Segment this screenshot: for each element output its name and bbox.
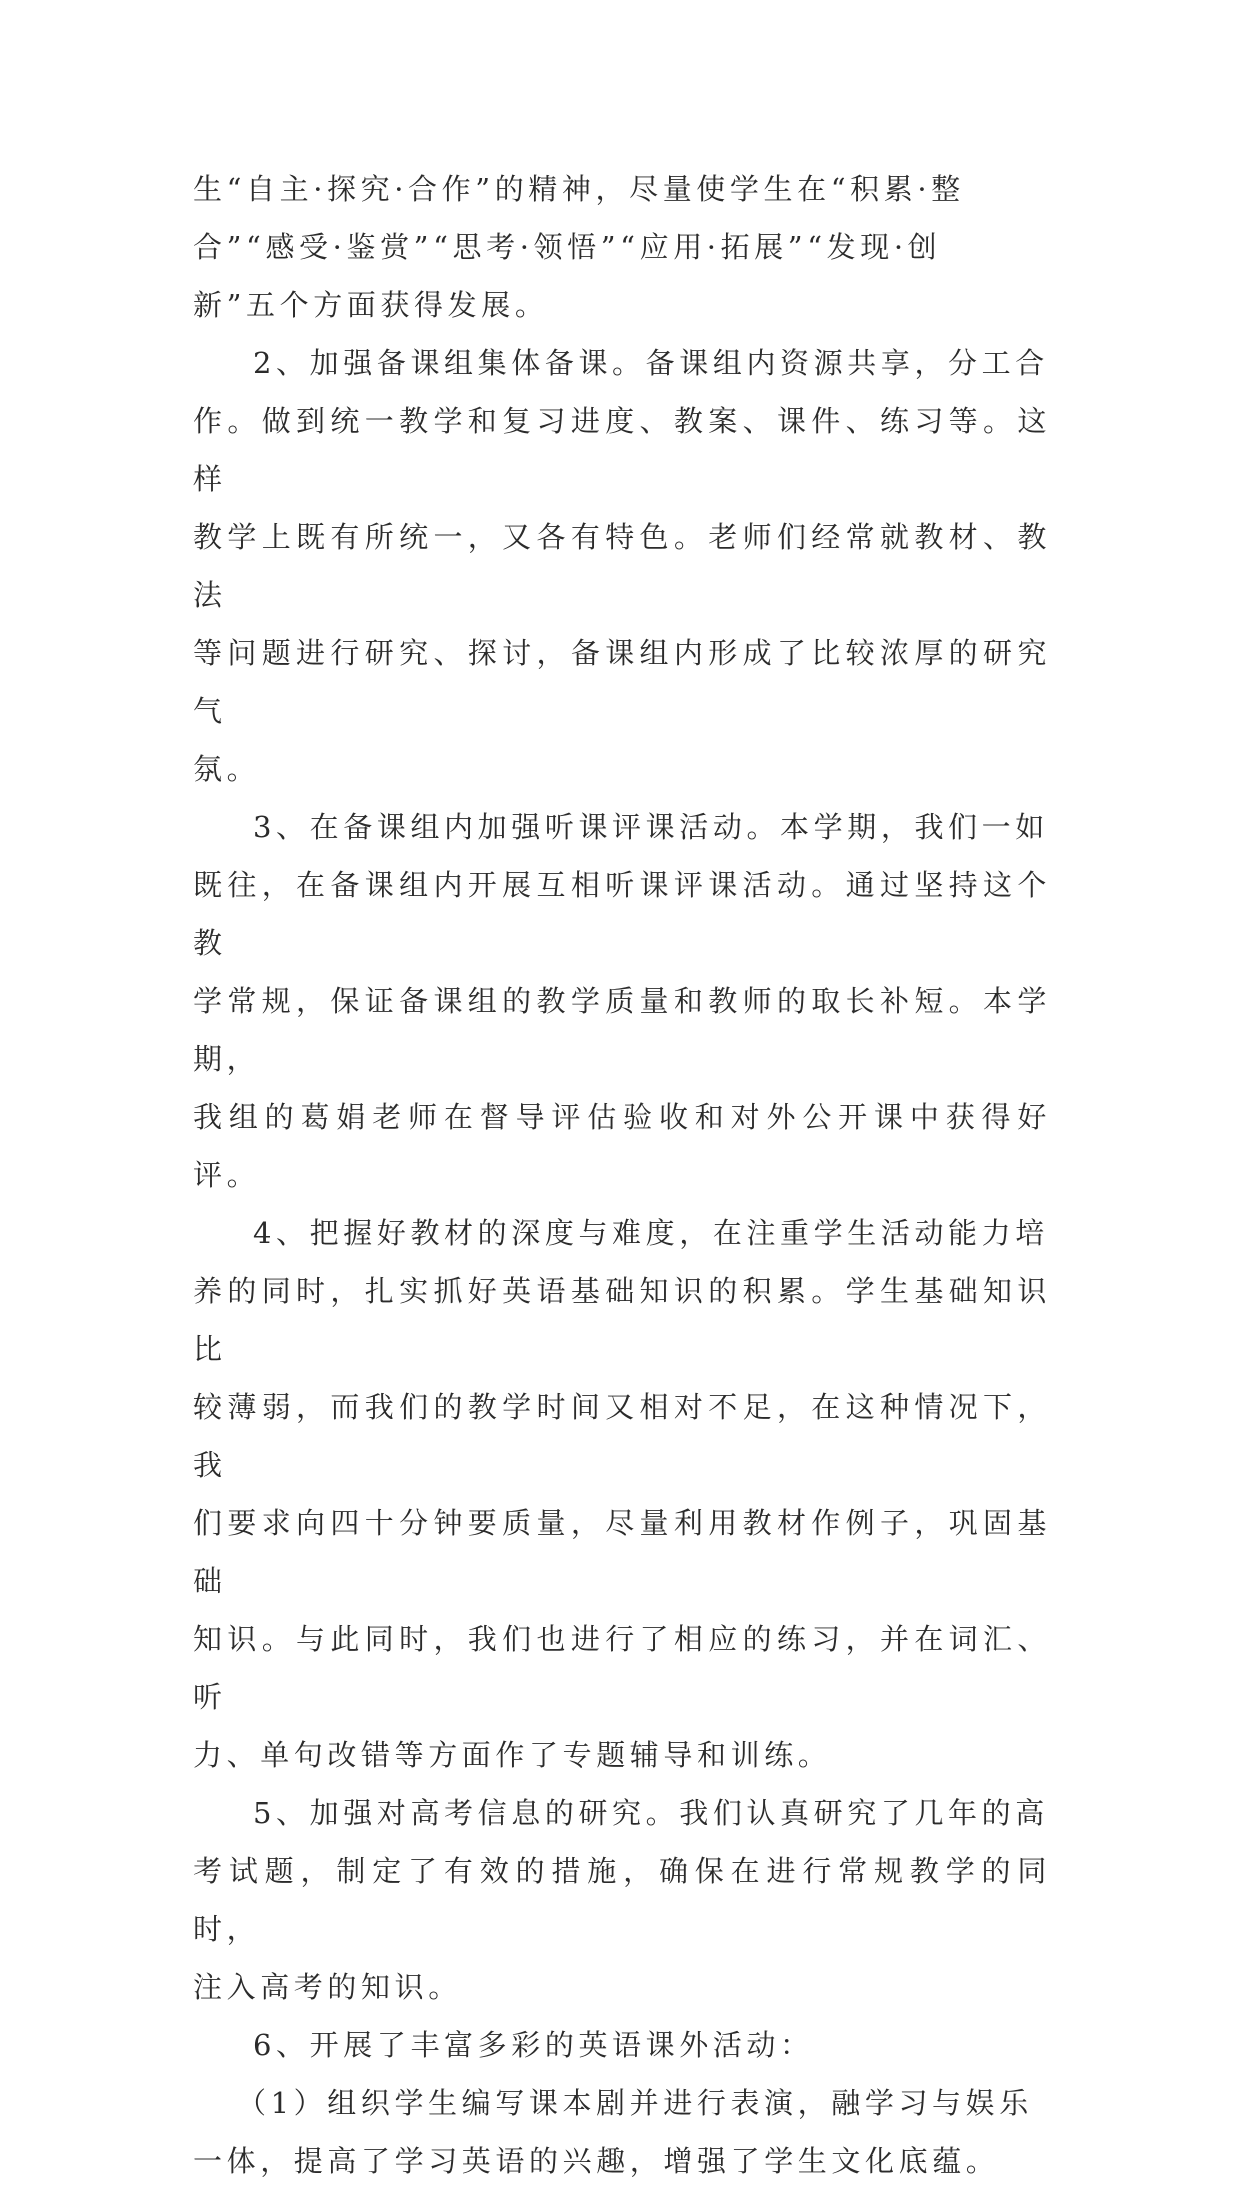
text-line: 们要求向四十分钟要质量，尽量利用教材作例子，巩固基础 xyxy=(193,1506,1051,1598)
paragraph-continuation xyxy=(193,160,1051,334)
text-line: 新”五个方面获得发展。 xyxy=(193,288,549,322)
paragraph-subitem-1 xyxy=(193,2074,1051,2190)
text-line: 既往，在备课组内开展互相听课评课活动。通过坚持这个教 xyxy=(193,868,1051,960)
text-line: 知识。与此同时，我们也进行了相应的练习，并在词汇、听 xyxy=(193,1622,1051,1714)
text-line: 注入高考的知识。 xyxy=(193,1970,462,2004)
text-line: 5、加强对高考信息的研究。我们认真研究了几年的高 xyxy=(253,1796,1049,1830)
text-line: 考试题，制定了有效的措施，确保在进行常规教学的同时， xyxy=(193,1854,1051,1946)
text-line: 等问题进行研究、探讨，备课组内形成了比较浓厚的研究气 xyxy=(193,636,1051,728)
document-body xyxy=(193,160,1051,2190)
text-line: 氛。 xyxy=(193,752,261,786)
text-line: 生“自主·探究·合作”的精神，尽量使学生在“积累·整 xyxy=(193,172,965,206)
text-line: 4、把握好教材的深度与难度，在注重学生活动能力培 xyxy=(253,1216,1049,1250)
text-line: 养的同时，扎实抓好英语基础知识的积累。学生基础知识比 xyxy=(193,1274,1051,1366)
text-line: 我组的葛娟老师在督导评估验收和对外公开课中获得好评。 xyxy=(193,1100,1051,1192)
text-line: 合”“感受·鉴赏”“思考·领悟”“应用·拓展”“发现·创 xyxy=(193,230,942,264)
paragraph-item-4 xyxy=(193,1204,1051,1784)
text-line: （1）组织学生编写课本剧并进行表演，融学习与娱乐 xyxy=(237,2086,1033,2120)
text-line: 较薄弱，而我们的教学时间又相对不足，在这种情况下，我 xyxy=(193,1390,1051,1482)
text-line: 一体，提高了学习英语的兴趣，增强了学生文化底蕴。 xyxy=(193,2144,1000,2178)
text-line: 力、单句改错等方面作了专题辅导和训练。 xyxy=(193,1738,832,1772)
paragraph-item-6 xyxy=(193,2016,1051,2074)
text-line: 2、加强备课组集体备课。备课组内资源共享，分工合 xyxy=(253,346,1049,380)
text-line: 教学上既有所统一，又各有特色。老师们经常就教材、教法 xyxy=(193,520,1051,612)
text-line: 3、在备课组内加强听课评课活动。本学期，我们一如 xyxy=(253,810,1049,844)
paragraph-item-3 xyxy=(193,798,1051,1204)
paragraph-item-5 xyxy=(193,1784,1051,2016)
text-line: 6、开展了丰富多彩的英语课外活动： xyxy=(253,2028,814,2062)
text-line: 学常规，保证备课组的教学质量和教师的取长补短。本学期， xyxy=(193,984,1051,1076)
text-line: 作。做到统一教学和复习进度、教案、课件、练习等。这样 xyxy=(193,404,1051,496)
paragraph-item-2 xyxy=(193,334,1051,798)
